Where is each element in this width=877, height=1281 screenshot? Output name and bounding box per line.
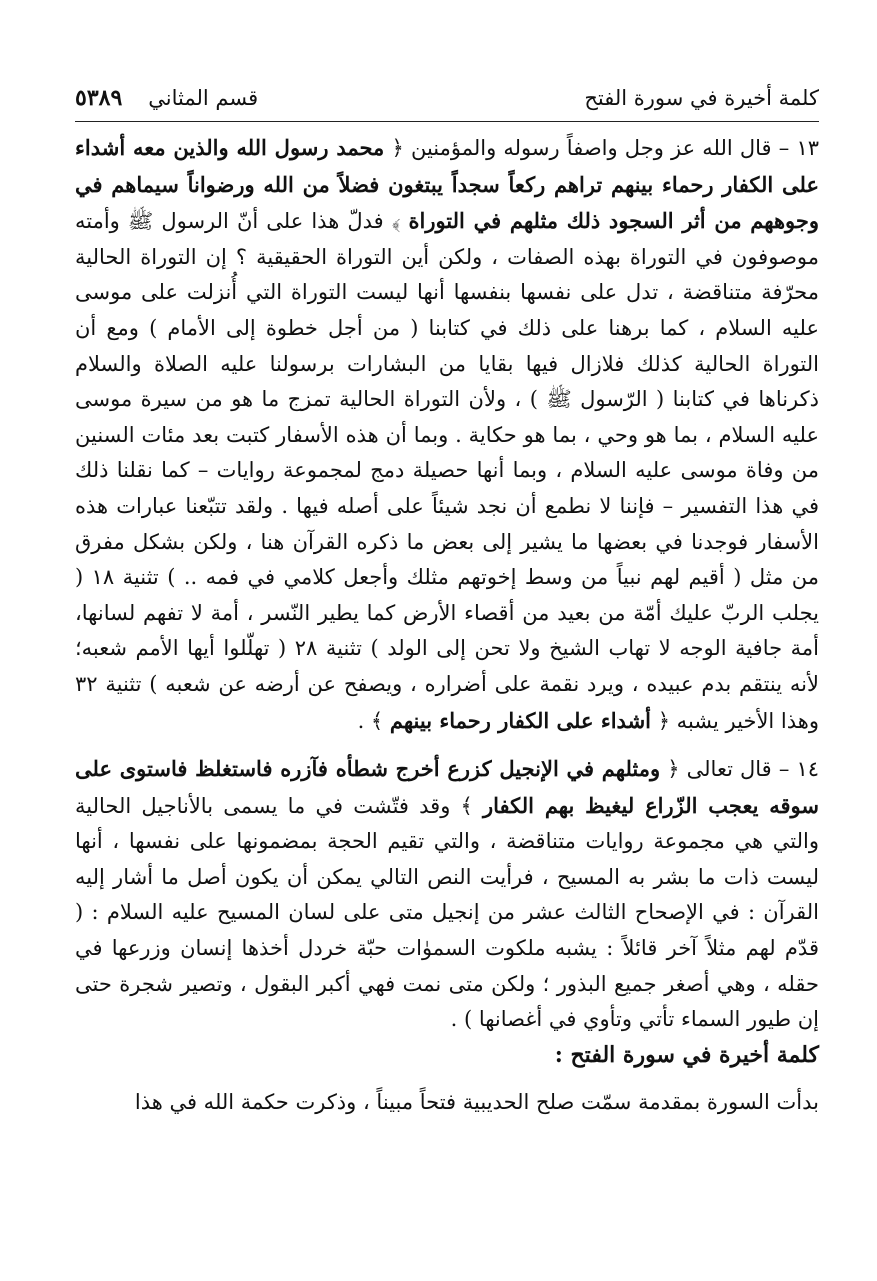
- spacer: [75, 739, 819, 751]
- section-heading: كلمة أخيرة في سورة الفتح :: [554, 1041, 819, 1068]
- para13-verse2: أشداء على الكفار رحماء بينهم: [389, 707, 652, 733]
- spacer: [75, 1073, 819, 1085]
- para13-end: ﴾ .: [357, 708, 384, 733]
- para14-verse: ومثلهم في الإنجيل كزرع أخرج شطأه فآزره فاستغلظ فاستوى على سوقه يعجب الزّراع ليغيظ بهم الكفار: [75, 756, 819, 818]
- paragraph-13: [75, 130, 819, 739]
- para14-lead: ١٤ – قال تعالى ﴿: [667, 757, 819, 782]
- page-header: [75, 78, 819, 118]
- section-label: قسم المثاني: [148, 86, 259, 110]
- para13-lead: ١٣ – قال الله عز وجل واصفاً رسوله والمؤمنين ﴿: [391, 136, 819, 160]
- para14-text: ﴾ وقد فتّشت في ما يسمى بالأناجيل الحالية والتي هي مجموعة روايات متناقضة ، والتي تقيم الحجة بمضمونها على نفسها ، أنها ليست ذات ما بشر به المسيح ، فرأيت النص التالي يمكن أن يكون أصل ما أشار إليه القرآن : في الإصحاح الثالث عشر من إنجيل متى على لسان المسيح عليه السلام : ( قدّم لهم مثلاً آخر قائلاً : يشبه ملكوت السموٰات حبّة خردل أخذها إنسان وزرعها في حقله ، وهي أصغر جميع البذور ؛ ولكن متى نمت فهي أكبر البقول ، وتصير شجرة حتى إن طيور السماء تأتي وتأوي في أغصانها ) .: [75, 793, 819, 1032]
- paragraph-14: [75, 751, 819, 1038]
- paragraph-final: بدأت السورة بمقدمة سمّت صلح الحديبية فتحاً مبيناً ، وذكرت حكمة الله في هذا: [134, 1090, 819, 1115]
- para13-text: ﴾ فدلّ هذا على أنّ الرسول ﷺ وأمته موصوفون في التوراة بهذه الصفات ، ولكن أين التوراة الحقيقية ؟ إن التوراة الحالية محرّفة متناقضة ، تدل على نفسها بنفسها أنها ليست التوراة التي أُنزلت على موسى عليه السلام ، كما برهنا على ذلك في كتابنا ( من أجل خطوة إلى الأمام ) ومع أن التوراة الحالية كذلك فلازال فيها بقايا من البشارات برسولنا عليه الصلاة والسلام ذكرناها في كتابنا ( الرّسول ﷺ ) ، ولأن التوراة الحالية تمزج ما هو من سيرة موسى عليه السلام ، بما هو وحي ، بما هو حكاية . وبما أن هذه الأسفار كتبت بعد مئات السنين من وفاة موسى عليه السلام ، وبما أنها حصيلة دمج لمجموعة روايات – كما نقلنا ذلك في هذا التفسير – فإننا لا نطمع أن نجد شيئاً على أصله فيها . ولقد تتبّعنا عبارات هذه الأسفار فوجدنا في بعضها ما يشير إلى بعض ما ذكره القرآن هنا ، ولكن بشكل مفرق من مثل ( أقيم لهم نبياً من وسط إخوتهم مثلك وأجعل كلامي في فمه .. ) تثنية ١٨ ( يجلب الربّ عليك أمّة من بعيد من أقصاء الأرض كما يطير النّسر ، أمة لا تفهم لسانها، أمة جافية الوجه لا تهاب الشيخ ولا تحن إلى الولد ) تثنية ٢٨ ( تهلّلوا أيها الأمم شعبه؛ لأنه ينتقم بدم عبيده ، ويرد نقمة على أضراره ، ويصفح عن أرضه عن شعبه ) تثنية ٣٢ وهذا الأخير يشبه ﴿: [75, 209, 819, 733]
- page-number: ٥٣٨٩: [75, 85, 123, 111]
- header-left: [75, 85, 258, 111]
- header-rule: [75, 121, 819, 122]
- running-title: كلمة أخيرة في سورة الفتح: [584, 86, 819, 110]
- page-body: [75, 130, 819, 1121]
- para13-verse: محمد رسول الله والذين معه أشداء على الكفار رحماء بينهم تراهم ركعاً سجداً يبتغون فضلاً من الله ورضواناً سيماهم في وجوههم من أثر السجود ذلك مثلهم في التوراة: [75, 135, 819, 234]
